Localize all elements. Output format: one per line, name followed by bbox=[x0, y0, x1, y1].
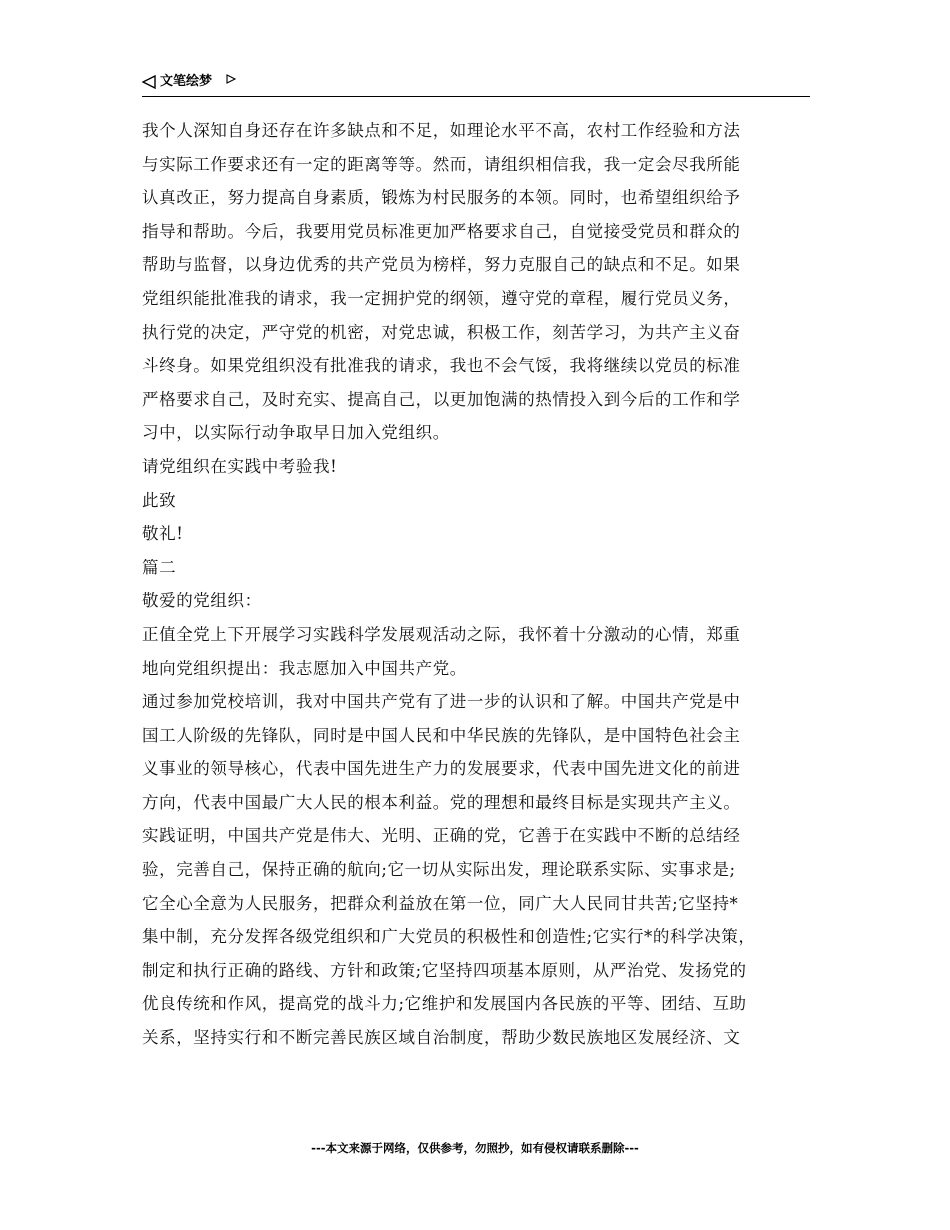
right-triangle-icon bbox=[226, 74, 236, 84]
text-line: 斗终身。如果党组织没有批准我的请求，我也不会气馁，我将继续以党员的标准 bbox=[142, 356, 741, 376]
text-line: 关系，坚持实行和不断完善民族区域自治制度，帮助少数民族地区发展经济、文 bbox=[142, 1028, 741, 1048]
text-line: 实践证明，中国共产党是伟大、光明、正确的党，它善于在实践中不断的总结经 bbox=[142, 826, 741, 846]
text-line: 优良传统和作风，提高党的战斗力;它维护和发展国内各民族的平等、团结、互助 bbox=[142, 994, 747, 1014]
text-line: 与实际工作要求还有一定的距离等等。然而，请组织相信我，我一定会尽我所能 bbox=[142, 154, 741, 174]
text-line: 义事业的领导核心，代表中国先进生产力的发展要求，代表中国先进文化的前进 bbox=[142, 759, 741, 779]
document-header bbox=[142, 70, 810, 97]
text-line: 国工人阶级的先锋队，同时是中国人民和中华民族的先锋队，是中国特色社会主 bbox=[142, 725, 741, 745]
text-line: 篇二 bbox=[142, 557, 177, 577]
text-line: 集中制，充分发挥各级党组织和广大党员的积极性和创造性;它实行*的科学决策， bbox=[142, 927, 756, 947]
text-line: 党组织能批准我的请求，我一定拥护党的纲领，遵守党的章程，履行党员义务， bbox=[142, 288, 741, 308]
text-line: 认真改正，努力提高自身素质，锻炼为村民服务的本领。同时，也希望组织给予 bbox=[142, 188, 741, 208]
text-line: 正值全党上下开展学习实践科学发展观活动之际，我怀着十分激动的心情，郑重 bbox=[142, 624, 741, 644]
text-line: 它全心全意为人民服务，把群众利益放在第一位，同广大人民同甘共苦;它坚持* bbox=[142, 893, 739, 913]
text-line: 方向，代表中国最广大人民的根本利益。党的理想和最终目标是实现共产主义。 bbox=[142, 792, 741, 812]
text-line: 制定和执行正确的路线、方针和政策;它坚持四项基本原则，从严治党、发扬党的 bbox=[142, 960, 747, 980]
text-line: 通过参加党校培训，我对中国共产党有了进一步的认识和了解。中国共产党是中 bbox=[142, 692, 741, 712]
text-line: 执行党的决定，严守党的机密，对党忠诚，积极工作，刻苦学习，为共产主义奋 bbox=[142, 322, 741, 342]
text-line: 我个人深知自身还存在许多缺点和不足，如理论水平不高，农村工作经验和方法 bbox=[142, 121, 741, 140]
text-line: 严格要求自己，及时充实、提高自己，以更加饱满的热情投入到今后的工作和学 bbox=[142, 389, 741, 409]
header-title: 文笔绘梦 bbox=[160, 74, 213, 89]
text-line: 习中，以实际行动争取早日加入党组织。 bbox=[142, 423, 450, 443]
text-line: 敬礼! bbox=[142, 524, 184, 544]
text-line: 请党组织在实践中考验我! bbox=[142, 456, 338, 476]
text-line: 地向党组织提出：我志愿加入中国共产党。 bbox=[142, 658, 467, 678]
text-line: 敬爱的党组织： bbox=[142, 591, 262, 611]
document-body bbox=[142, 114, 814, 1055]
text-line: 指导和帮助。今后，我要用党员标准更加严格要求自己，自觉接受党员和群众的 bbox=[142, 221, 741, 241]
text-line: 帮助与监督，以身边优秀的共产党员为榜样，努力克服自己的缺点和不足。如果 bbox=[142, 255, 741, 275]
left-triangle-icon bbox=[142, 75, 156, 89]
text-line: 验，完善自己，保持正确的航向;它一切从实际出发，理论联系实际、实事求是; bbox=[142, 860, 736, 880]
footer-disclaimer: ---本文来源于网络，仅供参考，勿照抄，如有侵权请联系删除--- bbox=[311, 1141, 639, 1155]
text-line: 此致 bbox=[142, 490, 177, 510]
